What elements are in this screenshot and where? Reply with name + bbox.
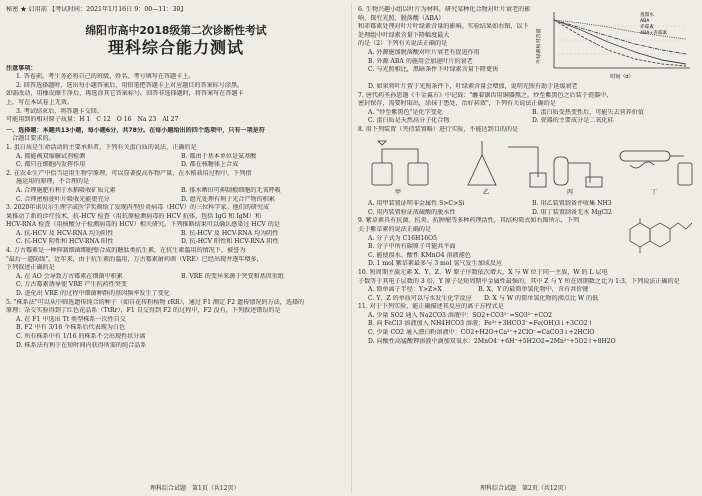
option: B. 都由于基本单位是氨基酸 bbox=[181, 152, 257, 160]
option: D. 都在核糖体上合成 bbox=[181, 161, 239, 169]
question-stem: 6. 生物兴趣小组以叶片为材料，研究某种化合物对叶片衰老的影响，探究光照、脱落酸（ABA） bbox=[358, 6, 531, 22]
y-axis-label: 叶绿素相对含量 bbox=[536, 28, 542, 64]
question-stem: 的是（2）下列有关说法正确的是 bbox=[358, 40, 448, 48]
option: A. 合理施肥有利于水稻吸收矿质元素 bbox=[16, 186, 116, 194]
question-stem: 1. 蛋白质是生命活动的主要承担者，下列有关蛋白质的说法，正确的是 bbox=[6, 143, 197, 151]
note-line: 2. 回答选择题时，选出每小题答案后，用铅笔把答题卡上对应题目的答案标号涂黑。 bbox=[16, 81, 244, 89]
question-4 bbox=[6, 247, 346, 299]
question-stem: 下列叙述正确的是 bbox=[6, 264, 55, 272]
right-page bbox=[358, 6, 696, 346]
question-stem: 9. 紫草素具有抗菌、抗炎、抗肿瘤等多种药理活性，其结构简式如右图所示，下列 bbox=[358, 217, 580, 225]
note-line: 上，写在本试卷上无效。 bbox=[6, 98, 74, 106]
option: C. 蛋白质是天然高分子化合物 bbox=[368, 117, 450, 125]
option: C. 万古霉素诱导使 VRE 产生抗药性突变 bbox=[16, 281, 127, 289]
question-stem: 密封保存，需要时取出，涂抹于患处，治好甚效"，下列有关说法正确的是 bbox=[358, 100, 556, 108]
option: C. Y、Z 的单质可以与水发生化学反应 D. X 与 W 的简单氢化物的沸点比 W 的低 bbox=[368, 294, 599, 302]
option: C. 合理密植使叶片吸收光能更充分 bbox=[16, 195, 110, 203]
option: D. 用丁装置制备无水 MgCl2 bbox=[532, 208, 612, 216]
option: C. 抗-HCV 阴性和 HCV-RNA 阳性 bbox=[16, 238, 114, 246]
option: A. 分子式为 C16H16O5 bbox=[368, 234, 437, 242]
question-stem: 3. 2020年诺贝尔生理学或医学奖颁给了发现丙型肝炎病毒（HCV）的三位科学家。他们的研究成 bbox=[6, 204, 270, 212]
question-stem: 施运用的原理，不合理的是 bbox=[16, 178, 90, 186]
option: B. 外源 ABA 的施用会加速叶片的衰老 bbox=[368, 57, 473, 65]
option: A. 抗-HCV 及 HCV-RNA 均为阳性 bbox=[16, 229, 114, 237]
option: B. 用乙装置制备并收集 NH3 bbox=[532, 200, 612, 208]
option: C. 少量 CO2 通入漂白粉溶液中：CO2+H2O+Ca²⁺+2ClO⁻=CaCO3↓+2HClO bbox=[368, 329, 595, 337]
option: A. 都能被双缩脲试剂检测 bbox=[16, 152, 86, 160]
option: B. VRE 的变异来源于突变和基因重组 bbox=[181, 272, 284, 280]
apparatus-label-c: 丙 bbox=[566, 188, 574, 195]
question-1 bbox=[6, 144, 346, 170]
option: B. 抗-HCV 及 HCV-RNA 均为阴性 bbox=[181, 229, 279, 237]
option: D. 进化出 VRE 的过程中细菌种群的基因频率发生了变化 bbox=[16, 290, 170, 298]
question-stem: 10. 短周期主族元素 X、Y、Z、W 原子序数依次增大，X 与 W 位于同一主族，W 的 L 层电 bbox=[358, 268, 608, 276]
option: A. 简单离子半径：Y>Z>X B. X、Y 的最简单氢化物中，含有共价键 bbox=[368, 286, 589, 294]
option: B. 向 FeCl3 溶液加入 NH4HCO3 溶液：Fe³⁺+3HCO3⁻=Fe(OH)3↓+3CO2↑ bbox=[368, 320, 593, 328]
subject-title: 理科综合能力测试 bbox=[107, 37, 244, 57]
question-11 bbox=[358, 303, 696, 346]
question-6 bbox=[358, 6, 696, 83]
option: A. "炒至紫黑色"是化学变化 bbox=[368, 108, 443, 116]
exam-header: 秘密 ★ 启用前 【考试时间：2021年1月16日 9：00—11：30】 bbox=[6, 6, 187, 13]
question-stem: HCV-RNA 检查（用核酸分子检测病毒的 HCV）相关研究。下列推断结果可以确认感染过 HCV 的是 bbox=[6, 221, 280, 229]
legend-item: 赤霉素 bbox=[640, 25, 654, 30]
left-page bbox=[6, 6, 346, 350]
question-8 bbox=[358, 126, 696, 217]
question-10 bbox=[358, 269, 696, 303]
chlorophyll-graph bbox=[536, 6, 694, 82]
option: B. 分子中所有碳原子可能共平面 bbox=[368, 243, 456, 251]
option: B. 排水晒田可抑制根细胞的无氧呼吸 bbox=[181, 186, 281, 194]
exam-title: 绵阳市高中2018级第二次诊断性考试 bbox=[85, 23, 267, 37]
curve-ga bbox=[554, 20, 686, 39]
option: D. 抗-HCV 阳性和 HCV-RNA 阴性 bbox=[181, 238, 279, 246]
question-stem: 关于紫草素的说法正确的是 bbox=[358, 225, 432, 233]
lab-apparatus-figure bbox=[358, 137, 696, 195]
question-stem: 7. 唐代药圣孙思邈《千金翼方》中记载："蘸着锯齿用铜器熬之，炒至紫黑色之后装于瓷器中， bbox=[358, 91, 613, 99]
page-footer-left: 理科综合试题 第1页（共12页） bbox=[150, 485, 240, 492]
option: C. 所有株系中有 1/16 的株系不会出现性状分离 bbox=[16, 333, 146, 340]
note-line: 如需改动，用橡皮擦干净后，再选涂其它答案标号。回答非选择题时，将答案写在答题卡 bbox=[6, 90, 244, 98]
option: B. 蛋白质受热变性后，可能失去营养价值 bbox=[532, 108, 644, 116]
option: D. 向酸性高锰酸钾溶液中滴加双氧水：2MnO4⁻+6H⁺+5H2O2=2Mn²⁺+5O2↑+8H2O bbox=[368, 337, 616, 345]
page-footer-right: 理科综合试题 第2页（共12页） bbox=[480, 485, 570, 492]
option: D. 株系法有利于在短时间内获得所需的纯合品系 bbox=[16, 341, 147, 349]
option: C. 能使溴水、酸性 KMnO4 溶液褪色 bbox=[368, 251, 471, 259]
question-5 bbox=[6, 299, 346, 351]
legend-item: 蒸馏水 bbox=[640, 13, 654, 18]
question-3 bbox=[6, 204, 346, 247]
shikonin-structure bbox=[620, 217, 696, 257]
question-stem: 11. 对于下列实验，能正确描述其反应的离子方程式是 bbox=[358, 303, 504, 311]
section-heading: 一、选择题：本题共13小题，每小题6分，共78分。在每小题给出的四个选项中，只有一项是符 bbox=[6, 126, 265, 134]
option: D. 如果将叶片置于光照条件下，叶绿素含量会增加，说明光照有助于延缓衰老 bbox=[368, 83, 578, 90]
atomic-masses: 可能用到的相对原子质量：H 1 C 12 O 16 Na 23 Al 27 bbox=[6, 116, 179, 124]
option: A. 用甲装置证明非金属性 S>C>Si bbox=[368, 200, 465, 208]
option: D. 1 mol 紫草素最多与 3 mol 氢气发生加成反应 bbox=[368, 260, 503, 268]
question-7 bbox=[358, 92, 696, 126]
option: D. 遮光处理有利于光合产物的积累 bbox=[181, 195, 275, 203]
x-axis-label: 时间（d） bbox=[610, 74, 634, 80]
page-divider bbox=[351, 4, 352, 492]
curve-aba-ga bbox=[554, 20, 686, 54]
question-stem: 2. 在农业生产中恰当运用生物学原理，可以显著提高作物产量，在水稻栽培过程中，下列措 bbox=[6, 169, 252, 177]
question-stem: 5. "株系法"可以从中筛选遗传纯合的种子（如自花传粉植物 rRR），通过 F1 测定 F2 遗传情况的方法，选择的 bbox=[6, 298, 305, 306]
section-heading: 合题目要求的。 bbox=[12, 135, 55, 143]
option: A. 在 AO 会导致万古霉素在细菌中积累 bbox=[16, 272, 123, 280]
note-line: 3. 考试结束后，将答题卡交回。 bbox=[16, 107, 103, 115]
legend-item: ABA bbox=[640, 19, 650, 24]
legend-item: ABA+赤霉素 bbox=[640, 31, 668, 36]
question-stem: "最后一道防线"。近年来，由于抗生素的滥用，万古霉素耐药菌（VRE）已经出现并逐年增多， bbox=[6, 255, 263, 263]
question-stem: 子数等于其电子层数的 3 倍，Y 原子是短周期中金属性最强的，其中 Z 与 Y 所在周期数之比为 1:3，下列说法正确的是 bbox=[358, 277, 680, 285]
option: A. 外源施加脱落酸对叶片衰老有促进作用 bbox=[368, 48, 480, 56]
apparatus-label-b: 乙 bbox=[482, 188, 490, 195]
note-line: 1. 答卷前，考生务必将自己的班级、姓名、考号填写在答题卡上。 bbox=[16, 73, 195, 81]
option: C. 都只在细胞内发挥作用 bbox=[16, 161, 86, 169]
question-stem: 果推动了新的诊疗技术，抗-HCV 检查（用抗原检测病毒的 HCV 抗体，包括 IgG 和 IgM）和 bbox=[6, 212, 262, 220]
question-stem: 和赤霉素处理对叶片叶绿素含量的影响。实验结果如右图，以下处理组中叶绿素含量下降幅度最大 bbox=[358, 23, 529, 39]
option: A. 少量 SO2 通入 Na2CO3 溶液中：SO2+CO3²⁻=SO3²⁻+CO2 bbox=[368, 311, 552, 319]
option: D. 瓷器的主要成分是二氧化硅 bbox=[532, 117, 614, 125]
curve-water bbox=[554, 20, 686, 64]
question-9 bbox=[358, 217, 696, 269]
question-stem: 8. 用下列装置（夹持装置略）进行实验，不能达到目的的是 bbox=[358, 125, 519, 133]
apparatus-label-d: 丁 bbox=[650, 188, 658, 195]
option: B. F2 中有 3/16 个株系后代表现为白色 bbox=[16, 324, 126, 332]
notes-title: 注意事项： bbox=[6, 64, 37, 72]
question-stem: 4. 万古霉素是一种抑制细菌细胞壁合成的糖肽类抗生素，在抗生素滥用的情况下，被誉为 bbox=[6, 247, 246, 255]
question-2 bbox=[6, 170, 346, 204]
option: A. 在 F1 中选出 Tt 类型株系一次性自交 bbox=[16, 315, 126, 323]
option: C. 用丙装置验证浓硫酸的脱水性 bbox=[368, 208, 456, 216]
apparatus-label-a: 甲 bbox=[394, 188, 402, 195]
question-stem: 原理：杂交实验得到了红色花品系（TtRr），F1 自交得到 F2 的过程中，F2 没有，下列叙述错误的是 bbox=[6, 307, 281, 315]
option: C. 与光照相比，黑暗条件下叶绿素含量下降更快 bbox=[368, 66, 499, 74]
